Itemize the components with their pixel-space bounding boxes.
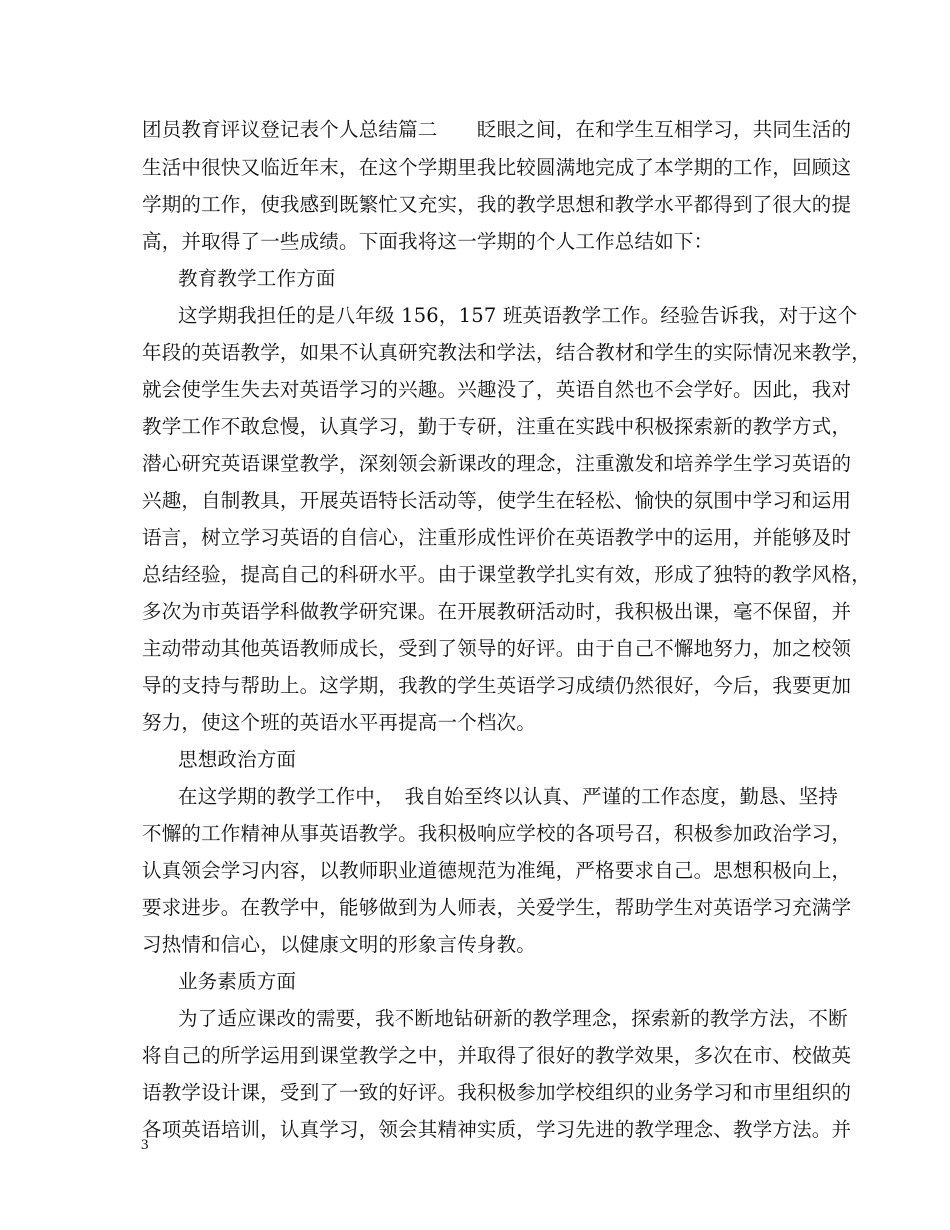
text-line: 在这学期的教学工作中， 我自始至终以认真、严谨的工作态度，勤恳、坚持 (178, 785, 839, 808)
text-line: 多次为市英语学科做教学研究课。在开展教研活动时，我积极出课，毫不保留，并 (142, 600, 852, 623)
text-line: 各项英语培训，认真学习，领会其精神实质，学习先进的教学理念、教学方法。并 (142, 1118, 852, 1141)
text-line: 不懈的工作精神从事英语教学。我积极响应学校的各项号召，积极参加政治学习， (142, 822, 852, 845)
text-line: 潜心研究英语课堂教学，深刻领会新课改的理念，注重激发和培养学生学习英语的 (142, 452, 852, 475)
text-line: 认真领会学习内容，以教师职业道德规范为准绳，严格要求自己。思想积极向上， (142, 859, 852, 882)
text-line: 这学期我担任的是八年级 156，157 班英语教学工作。经验告诉我，对于这个 (178, 304, 858, 327)
section-heading: 业务素质方面 (178, 970, 297, 993)
text-line: 总结经验，提高自己的科研水平。由于课堂教学扎实有效，形成了独特的教学风格， (142, 563, 871, 586)
text-line: 努力，使这个班的英语水平再提高一个档次。 (142, 711, 537, 734)
section-heading: 思想政治方面 (178, 748, 297, 771)
text-line: 为了适应课改的需要，我不断地钻研新的教学理念，探索新的教学方法，不断 (178, 1007, 848, 1030)
text-line: 生活中很快又临近年末，在这个学期里我比较圆满地完成了本学期的工作，回顾这 (142, 156, 852, 179)
page-number: 3 (141, 1137, 149, 1153)
text-line: 语言，树立学习英语的自信心，注重形成性评价在英语教学中的运用，并能够及时 (142, 526, 852, 549)
text-line: 团员教育评议登记表个人总结篇二 眨眼之间，在和学生互相学习，共同生活的 (142, 118, 852, 141)
text-line: 就会使学生失去对英语学习的兴趣。兴趣没了，英语自然也不会学好。因此，我对 (142, 378, 852, 401)
text-line: 教学工作不敢怠慢，认真学习，勤于专研，注重在实践中积极探索新的教学方式， (142, 415, 852, 438)
text-line: 语教学设计课，受到了一致的好评。我积极参加学校组织的业务学习和市里组织的 (142, 1081, 852, 1104)
text-line: 要求进步。在教学中，能够做到为人师表，关爱学生，帮助学生对英语学习充满学 (142, 896, 852, 919)
text-line: 年段的英语教学，如果不认真研究教法和学法，结合教材和学生的实际情况来教学， (142, 341, 871, 364)
text-line: 学期的工作，使我感到既繁忙又充实，我的教学思想和教学水平都得到了很大的提 (142, 193, 852, 216)
text-line: 导的支持与帮助上。这学期，我教的学生英语学习成绩仍然很好，今后，我要更加 (142, 674, 852, 697)
text-line: 习热情和信心，以健康文明的形象言传身教。 (142, 933, 537, 956)
section-heading: 教育教学工作方面 (178, 267, 336, 290)
text-line: 主动带动其他英语教师成长，受到了领导的好评。由于自己不懈地努力，加之校领 (142, 637, 852, 660)
text-line: 兴趣，自制教具，开展英语特长活动等，使学生在轻松、愉快的氛围中学习和运用 (142, 489, 852, 512)
text-line: 高，并取得了一些成绩。下面我将这一学期的个人工作总结如下： (142, 230, 714, 253)
text-line: 将自己的所学运用到课堂教学之中，并取得了很好的教学效果，多次在市、校做英 (142, 1044, 852, 1067)
